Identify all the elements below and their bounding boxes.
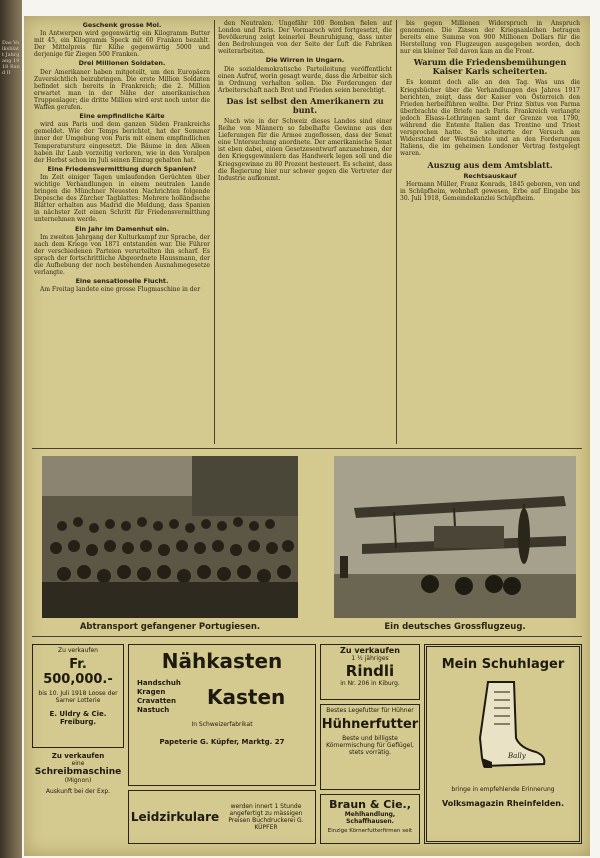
ad-leid-text: werden innert 1 Stunde angefertigt zu mässigen Preisen Buchdruckerei G. KÜPFER	[228, 803, 304, 831]
paragraph: wird aus Paris und dem ganzen Süden Frankreichs gemeldet. Wie der Temps berichtet, hat der Sommer inner der Umgebung von Paris mit einem empfindlichen Temperatursturz eingesetzt. Die Bäume in den Alleen haben ihr Laub vorzeitig verloren, wie in den Voralpen der Herbst schon im Juli seinen Einzug gehalten hat.	[34, 121, 210, 164]
paragraph: Im zweiten Jahrgang der Kulturkampf zur Sprache, der nach dem Kriege von 1871 entstanden war. Die Führer der verschiedenen Parteien verurteilten ihn scharf. Es sprach der fortschrittliche Abgeordnete Haussmann, der die Aufhebung der noch bestehenden Ausnahmegesetze verlangte.	[34, 233, 210, 277]
ad-schuh-brand: Bally	[508, 752, 526, 760]
ad-huehnerfutter	[320, 704, 420, 790]
headline: Drei Millionen Soldaten.	[78, 59, 166, 68]
ad-naeh-item: Nastuch	[137, 706, 170, 714]
boot-icon	[458, 678, 548, 774]
column-divider	[214, 20, 215, 444]
ad-huehner-name: Hühnerfutter	[321, 717, 419, 732]
ad-rindli-sub: in Nr. 206 in Kiburg.	[340, 680, 400, 687]
column-divider	[396, 20, 397, 444]
book-binding	[0, 0, 22, 858]
ad-schuh-title: Mein Schuhlager	[441, 657, 565, 672]
ad-leidzirkulare	[128, 790, 316, 844]
ad-lottery-amount: Fr. 500,000.-	[43, 657, 113, 687]
ad-huehner-text: Beste und billigste Körnermischung für Geflügel, stets vorrätig.	[326, 735, 414, 756]
headline: Eine Friedensvermittlung durch Spanien?	[47, 164, 197, 173]
ad-leid-title: Leidzirkulare	[130, 810, 220, 824]
newspaper-sheet	[24, 16, 590, 856]
ad-lottery-text: bis 10. Juli 1918 Loose der Sarner Lotterie	[38, 690, 118, 704]
column-2	[218, 20, 392, 446]
ad-typewriter-line: eine	[71, 760, 85, 767]
caption-airplane: Ein deutsches Grossflugzeug.	[384, 622, 526, 632]
ad-braun	[320, 794, 420, 844]
binding-text: Das Volksblatt Jahrgang 1918 Band II	[2, 40, 20, 76]
ad-naeh-shop: Papeterie G. Küpfer, Marktg. 27	[159, 738, 285, 746]
ad-schuh-line: bringe in empfehlende Erinnerung	[451, 786, 555, 793]
paragraph: bis gegen Millionen Widerspruch in Anspruch genommen. Die Zinsen der Kriegsanleihen betragen bereits eine Summe von 900 Millionen Dollars für die Herstellung von Flugzeugen ausgegeben worden, doch nur ein kleiner Teil davon kam an die Front.	[400, 20, 580, 56]
ad-naeh-items	[129, 679, 207, 715]
subheadline: Rechtsauskauf	[463, 171, 517, 180]
ad-lottery-head: Zu verkaufen	[58, 647, 98, 654]
paragraph: Hermann Müller, Franz Konrads, 1845 geboren, von und in Schüpfheim, wohnhaft gewesen, Erbe auf Eingabe bis 30. Juli 1918, Gemeindekanzlei Schüpfheim.	[400, 180, 580, 202]
section-rule	[32, 448, 582, 449]
airplane-image	[334, 456, 576, 618]
ad-leid-body	[129, 791, 315, 843]
ad-naeh-kasten: Kasten	[207, 685, 286, 709]
paragraph: Die sozialdemokratische Parteileitung veröffentlicht einen Aufruf, worin gesagt wurde, dass die Arbeiter sich in Ordnung verhalten sollen. Die Forderungen der Arbeiterschaft nach Brot und Frieden seien berechtigt.	[218, 65, 392, 94]
ad-rindli	[320, 644, 420, 700]
paragraph: Im Zeit einiger Tagen umlaufenden Gerüchten über wichtige Verhandlungen in einem neutralen Lande bringen die Münchner Neuesten Nachrichten folgende Depesche des Zürcher Tagblattes: Mehrere holländische Blätter erhalten aus Madrid die Meldung, dass Spanien in nächster Zeit einen Schritt für Friedensvermittlung unternehmen werde.	[34, 173, 210, 224]
headline: Das ist selbst den Amerikanern zu bunt.	[226, 95, 384, 115]
headline: Auszug aus dem Amtsblatt.	[427, 159, 553, 170]
section-rule	[32, 636, 582, 637]
ad-lottery-company: E. Uldry & Cie.	[49, 710, 107, 718]
headline: Eine sensationelle Flucht.	[75, 277, 169, 286]
ad-naeh-item: Kragen	[137, 688, 166, 696]
ad-schuh-shop: Volksmagazin Rheinfelden.	[441, 799, 565, 808]
prisoners-image	[42, 456, 298, 618]
ad-rindli-head: Zu verkaufen	[340, 646, 400, 655]
paragraph: Der Amerikaner haben mitgeteilt, um den Europäern Zuversichtlich beizubringen. Die erste Million Soldaten befindet sich bereits in Frankreich; die 2. Million erwartet man in der Nähe der amerikanischen Truppenlager; die dritte Million wird erst noch unter die Waffen gerufen.	[34, 68, 210, 112]
ad-naeh-maker: In Schweizerfabrikat	[191, 721, 253, 728]
ad-braun-foot: Einzige Körnerfutterfirmen seit	[327, 828, 413, 834]
photo-airplane	[334, 456, 576, 618]
ad-lottery-city: Freiburg.	[59, 718, 97, 726]
headline: Warum die Friedensbemühungen Kaiser Karls scheiterten.	[413, 57, 567, 77]
ad-naeh-title: Nähkasten	[161, 649, 283, 673]
headline: Eine empfindliche Kälte	[79, 112, 165, 121]
ad-braun-sub: Mehlhandlung, Schaffhausen.	[344, 811, 396, 825]
ad-braun-name: Braun & Cie.,	[329, 798, 411, 811]
ad-naeh-item: Handschuh	[137, 679, 181, 687]
ad-naeh-item: Cravatten	[137, 697, 177, 705]
headline: Ein Jahr im Damenhut ein.	[74, 224, 170, 233]
ad-lottery	[32, 644, 124, 748]
photo-prisoners	[42, 456, 298, 618]
ad-typewriter-name: Schreibmaschine	[34, 767, 122, 777]
column-3	[400, 20, 580, 446]
column-1	[34, 20, 210, 446]
headline: Geschenk grosse Mol.	[82, 21, 162, 29]
caption-prisoners: Abtransport gefangener Portugiesen.	[79, 622, 261, 632]
ad-rindli-age: 1 ½ jähriges	[351, 655, 389, 662]
ad-schuhlager	[424, 644, 582, 844]
ad-naehkasten	[128, 644, 316, 786]
ad-rindli-name: Rindli	[345, 662, 395, 680]
ad-huehner-intro: Bestes Legefutter für Hühner	[326, 707, 414, 714]
ad-typewriter	[32, 752, 124, 844]
paragraph: den Neutralen. Ungefähr 100 Bomben fielen auf London und Paris. Der Vormarsch wird fortgesetzt, die Bevölkerung zeigt keinerlei Beunruhigung, dass unter den Bedrohungen von der Seite der Luft die Fabriken weiterarbeiten.	[218, 20, 392, 56]
ad-typewriter-foot: Auskunft bei der Exp.	[45, 788, 111, 795]
paragraph: Es kommt doch alle an den Tag. Was uns die Kriegsbücher über die Verhandlungen des Jahres 1917 berichten, zeigt, dass der Kaiser von Österreich den Frieden herbeiführen wollte. Der Prinz Sixtus von Parma überbrachte die Briefe nach Paris. Frankreich verlangte jedoch Elsass-Lothringen samt der Grenze von 1790, während die Entente Italien das Trentino und Triest versprochen hatte. So scheiterte der Versuch am Widerstand der Westmächte und an den Forderungen Italiens, die im geheimen Londoner Vertrag festgelegt waren.	[400, 79, 580, 158]
ad-typewriter-sub: (Mignon)	[64, 777, 92, 784]
ad-typewriter-head: Zu verkaufen	[51, 752, 105, 760]
paragraph: Nach wie in der Schweiz dieses Landes sind einer Reihe von Männern so fabelhafte Gewinne aus den Lieferungen für die Armee zugeflossen, dass der Senat eine Untersuchung anordnete. Der amerikanische Senat ist eben dabei, einen Gesetzesentwurf anzunehmen, der den Kriegsgewinnlern das Handwerk legen soll und die Kriegsgewinne zu 80 Prozent besteuert. Es scheint, dass die Regierung hier nur schwer gegen die Vertreter der Industrie aufkommt.	[218, 117, 392, 182]
paragraph: In Antwerpen wird gegenwärtig ein Kilogramm Butter mit 45, ein Kilogramm Speck mit 60 Franken bezahlt. Der Mittelpreis für Kühe gegenwärtig 5000 und derjenige für Ziegen 500 Franken.	[34, 30, 210, 59]
headline: Die Wirren in Ungarn.	[265, 56, 345, 65]
ad-naeh-body	[129, 679, 315, 715]
paragraph: Am Freitag landete eine grosse Flugmaschine in der	[40, 286, 201, 294]
